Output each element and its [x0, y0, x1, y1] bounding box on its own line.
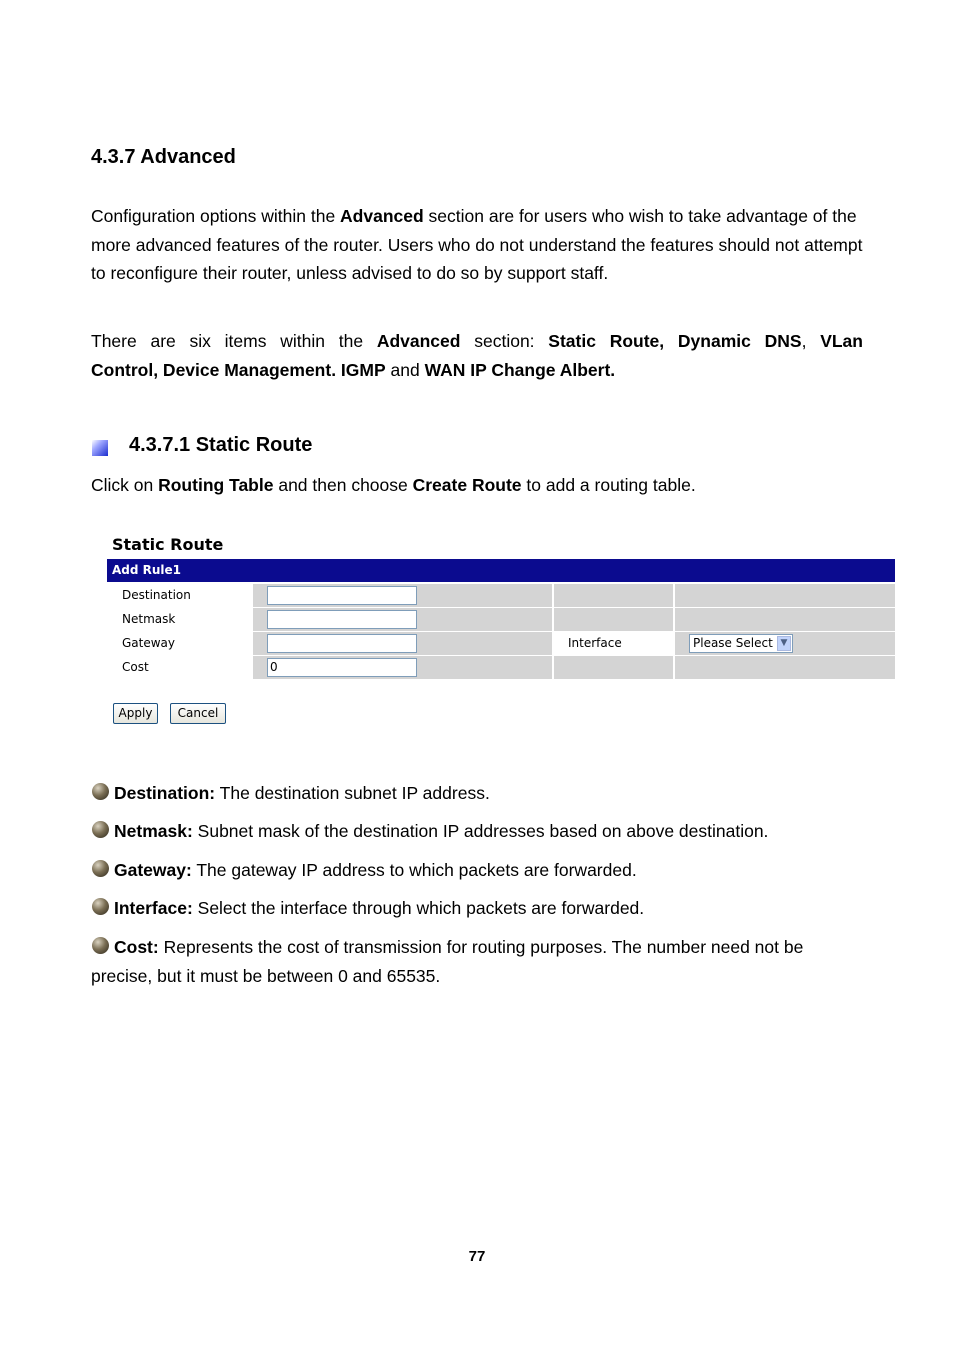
items-paragraph: There are six items within the Advanced section: Static Route, Dynamic DNS, VLan [91, 331, 863, 351]
round-bullet-icon [92, 898, 109, 915]
definition-destination: Destination: The destination subnet IP address. [114, 783, 490, 803]
section-heading: 4.3.7 Advanced [91, 146, 236, 168]
netmask-input[interactable] [267, 610, 417, 629]
cost-input[interactable]: 0 [267, 658, 417, 677]
gateway-input[interactable] [267, 634, 417, 653]
destination-input[interactable] [267, 586, 417, 605]
destination-label: Destination [122, 588, 191, 602]
round-bullet-icon [92, 783, 109, 800]
apply-button[interactable]: Apply [113, 703, 158, 724]
destination-row [107, 584, 895, 607]
cost-row [107, 656, 895, 679]
items-paragraph-end: Control, Device Management. IGMP and WAN IP Change Albert. [91, 360, 616, 380]
cancel-button[interactable]: Cancel [170, 703, 226, 724]
subsection-heading: 4.3.7.1 Static Route [129, 434, 313, 456]
definition-cost: Cost: Represents the cost of transmission for routing purposes. The number need not be precise, but it must be between 0 and 65535. [91, 937, 804, 986]
instruction-paragraph: Click on Routing Table and then choose Create Route to add a routing table. [91, 475, 696, 495]
page-number: 77 [468, 1248, 486, 1265]
gateway-row [107, 632, 895, 655]
definition-gateway: Gateway: The gateway IP address to which packets are forwarded. [114, 860, 637, 880]
chevron-down-icon[interactable]: ▼ [777, 636, 791, 651]
definition-interface: Interface: Select the interface through which packets are forwarded. [114, 898, 645, 918]
interface-select[interactable]: Please Select ▼ [689, 634, 793, 653]
cost-label: Cost [122, 660, 149, 674]
panel-title: Static Route [112, 535, 224, 554]
definition-netmask: Netmask: Subnet mask of the destination IP addresses based on above destination. [114, 821, 769, 841]
netmask-label: Netmask [122, 612, 176, 626]
netmask-row [107, 608, 895, 631]
gateway-label: Gateway [122, 636, 176, 650]
interface-label: Interface [555, 632, 674, 655]
square-bullet-icon [92, 440, 108, 456]
add-rule-bar: Add Rule1 [107, 559, 895, 582]
round-bullet-icon [92, 860, 109, 877]
round-bullet-icon [92, 821, 109, 838]
intro-paragraph: Configuration options within the Advanced section are for users who wish to take advantage of the more advanced features of the router. Users who do not understand the features should not attempt to reconfigure their router, unless advised to do so by support staff. [91, 206, 863, 284]
